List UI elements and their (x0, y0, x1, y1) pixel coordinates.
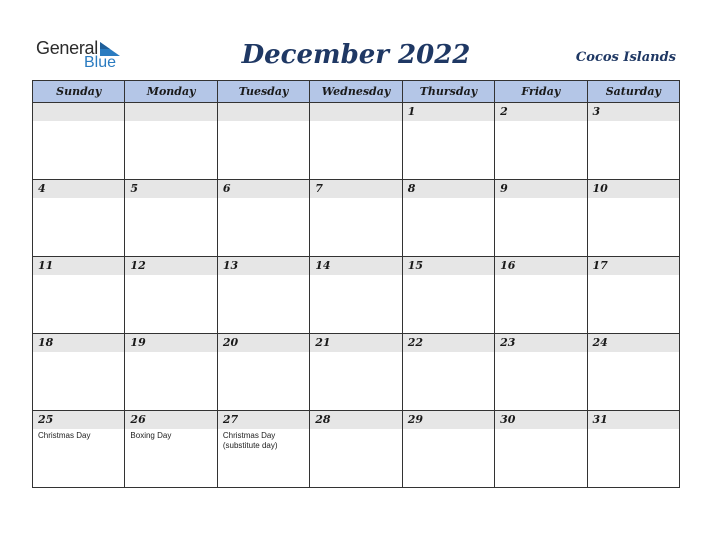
day-cell (310, 180, 402, 257)
day-number: 14 (310, 257, 401, 275)
day-cell (125, 180, 217, 257)
day-number: 16 (495, 257, 586, 275)
weekday-header: Tuesday (217, 81, 309, 103)
weekday-header: Wednesday (310, 81, 402, 103)
week-row (33, 411, 680, 488)
day-number: 26 (125, 411, 216, 429)
page-title: December 2022 (241, 40, 471, 70)
calendar-grid (32, 80, 680, 488)
day-cell (33, 103, 125, 180)
day-number: 9 (495, 180, 586, 198)
logo (36, 38, 136, 74)
day-cell (402, 180, 494, 257)
day-number: 31 (588, 411, 679, 429)
day-number: 19 (125, 334, 216, 352)
day-cell (125, 103, 217, 180)
week-row (33, 334, 680, 411)
weekday-header: Friday (495, 81, 587, 103)
day-number: 17 (588, 257, 679, 275)
day-cell (495, 257, 587, 334)
day-cell (217, 257, 309, 334)
day-number: 23 (495, 334, 586, 352)
week-row (33, 103, 680, 180)
day-number: 5 (125, 180, 216, 198)
day-number: 30 (495, 411, 586, 429)
day-number: 6 (218, 180, 309, 198)
day-number: 3 (588, 103, 679, 121)
day-number: 28 (310, 411, 401, 429)
day-number: 8 (403, 180, 494, 198)
day-cell (310, 411, 402, 488)
day-cell (125, 411, 217, 488)
day-cell (310, 257, 402, 334)
weekday-header: Thursday (402, 81, 494, 103)
day-number: 13 (218, 257, 309, 275)
day-cell (125, 257, 217, 334)
day-cell (587, 103, 679, 180)
day-number: 2 (495, 103, 586, 121)
day-cell (495, 103, 587, 180)
day-cell (310, 103, 402, 180)
day-cell (33, 334, 125, 411)
day-cell (402, 411, 494, 488)
day-cell (217, 411, 309, 488)
weekday-header: Sunday (33, 81, 125, 103)
logo-general-text: General (36, 38, 98, 58)
weekday-header-row (33, 81, 680, 103)
day-cell (33, 411, 125, 488)
day-number (125, 103, 216, 121)
day-number: 15 (403, 257, 494, 275)
day-cell (495, 180, 587, 257)
day-number: 1 (403, 103, 494, 121)
day-cell (587, 257, 679, 334)
day-number: 22 (403, 334, 494, 352)
holiday-label: Christmas Day (38, 431, 91, 440)
day-number: 21 (310, 334, 401, 352)
logo-blue-text: Blue (84, 54, 117, 71)
day-cell (402, 257, 494, 334)
week-row (33, 257, 680, 334)
day-number: 11 (33, 257, 124, 275)
day-number: 10 (588, 180, 679, 198)
day-cell (495, 334, 587, 411)
day-number: 20 (218, 334, 309, 352)
day-number: 24 (588, 334, 679, 352)
day-number: 7 (310, 180, 401, 198)
day-cell (310, 334, 402, 411)
holiday-label: Christmas Day (substitute day) (222, 431, 278, 450)
weekday-header: Saturday (587, 81, 679, 103)
day-cell (587, 334, 679, 411)
day-number (33, 103, 124, 121)
day-number: 25 (33, 411, 124, 429)
day-cell (587, 411, 679, 488)
day-cell (217, 180, 309, 257)
weekday-header: Monday (125, 81, 217, 103)
day-number: 4 (33, 180, 124, 198)
day-cell (125, 334, 217, 411)
day-number (218, 103, 309, 121)
day-cell (402, 103, 494, 180)
day-cell (33, 180, 125, 257)
day-cell (33, 257, 125, 334)
day-number: 27 (218, 411, 309, 429)
country-name: Cocos Islands (575, 50, 676, 65)
day-number: 18 (33, 334, 124, 352)
holiday-label: Boxing Day (130, 431, 172, 440)
day-number (310, 103, 401, 121)
day-cell (495, 411, 587, 488)
day-number: 12 (125, 257, 216, 275)
week-row (33, 180, 680, 257)
day-cell (217, 334, 309, 411)
day-cell (402, 334, 494, 411)
day-number: 29 (403, 411, 494, 429)
day-cell (587, 180, 679, 257)
day-cell (217, 103, 309, 180)
